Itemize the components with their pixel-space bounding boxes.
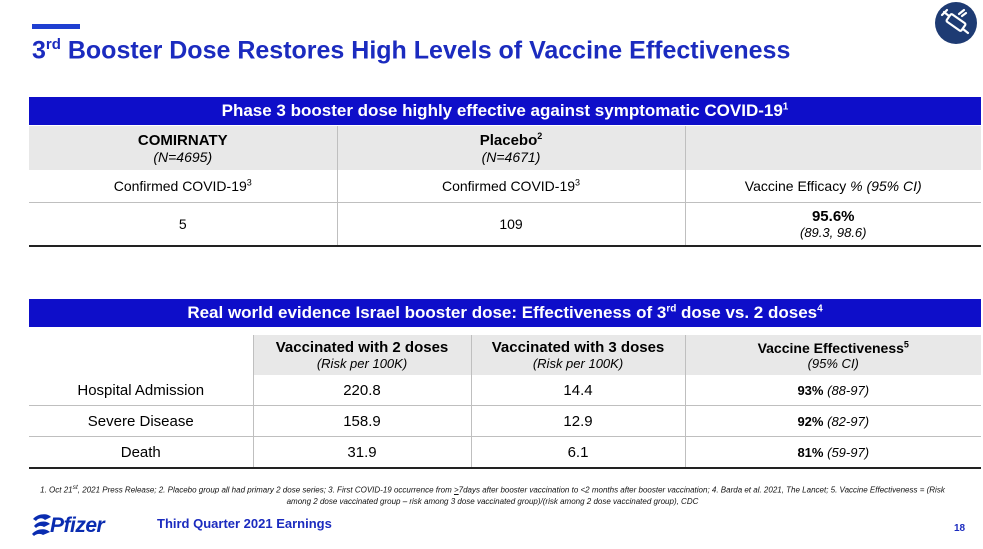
confirmed-covid-label: Confirmed COVID-$19^3$ (337, 170, 685, 203)
empty-header (685, 126, 981, 170)
phase3-subheader-row (29, 170, 981, 203)
footer-label: Third Quarter 2021 Earnings (157, 516, 332, 531)
efficacy-value: 95.6% (89.3, 98.6) (685, 203, 981, 247)
phase3-table (29, 126, 981, 247)
phase3-values-row (29, 203, 981, 247)
placebo-cases: 109 (337, 203, 685, 247)
two-doses-value: 158.9 (253, 406, 471, 437)
israel-header-row (29, 335, 981, 375)
three-doses-header: Vaccinated with 3 doses (Risk per 100K) (471, 335, 685, 375)
pfizer-logo-text: Pfizer (50, 514, 105, 537)
footnotes: 1. Oct 21st, 2021 Press Release; 2. Placebo group all had primary 2 dose series; 3. First COVID-19 occurrence from >7days after booster vaccination to <2 months after booster vaccination; 4. Barda et al. 2021, The Lancet; 5. Vaccine Effectiveness = (Risk among 2 dose vaccinated group – risk among 3 dose vaccinated group)/(risk among 2 dose vaccinated group), CDC (40, 484, 945, 506)
vaccine-syringe-icon (935, 2, 977, 44)
two-doses-value: 220.8 (253, 375, 471, 406)
confirmed-covid-label: Confirmed COVID-$19^3$ (29, 170, 337, 203)
title-accent-bar (32, 24, 80, 29)
three-doses-value: 14.4 (471, 375, 685, 406)
two-doses-value: 31.9 (253, 437, 471, 469)
table-row (29, 406, 981, 437)
israel-table (29, 335, 981, 469)
phase3-banner: Phase 3 booster dose highly effective against symptomatic COVID-$19^1$ (29, 97, 981, 125)
empty-header (29, 335, 253, 375)
table-row (29, 437, 981, 469)
effectiveness-value: 92% (82-97) (685, 406, 981, 437)
slide-title: 3rd Booster Dose Restores High Levels of Vaccine Effectiveness (32, 36, 791, 65)
phase3-header-row (29, 126, 981, 170)
table-row (29, 375, 981, 406)
comirnaty-cases: 5 (29, 203, 337, 247)
effectiveness-value: 81% (59-97) (685, 437, 981, 469)
placebo-header: Placebo$^2$ (N=4671) (337, 126, 685, 170)
vaccine-efficacy-label: Vaccine Efficacy % (95% CI) (685, 170, 981, 203)
page-number: 18 (954, 523, 966, 534)
row-label: Severe Disease (29, 406, 253, 437)
three-doses-value: 12.9 (471, 406, 685, 437)
israel-banner: Real world evidence Israel booster dose: Effectiveness of 3rd dose vs. 2 doses$^4$ (29, 299, 981, 327)
three-doses-value: 6.1 (471, 437, 685, 469)
effectiveness-header: Vaccine Effectiveness$^5$ (95% CI) (685, 335, 981, 375)
row-label: Death (29, 437, 253, 469)
two-doses-header: Vaccinated with 2 doses (Risk per 100K) (253, 335, 471, 375)
comirnaty-header: COMIRNATY (N=4695) (29, 126, 337, 170)
effectiveness-value: 93% (88-97) (685, 375, 981, 406)
row-label: Hospital Admission (29, 375, 253, 406)
